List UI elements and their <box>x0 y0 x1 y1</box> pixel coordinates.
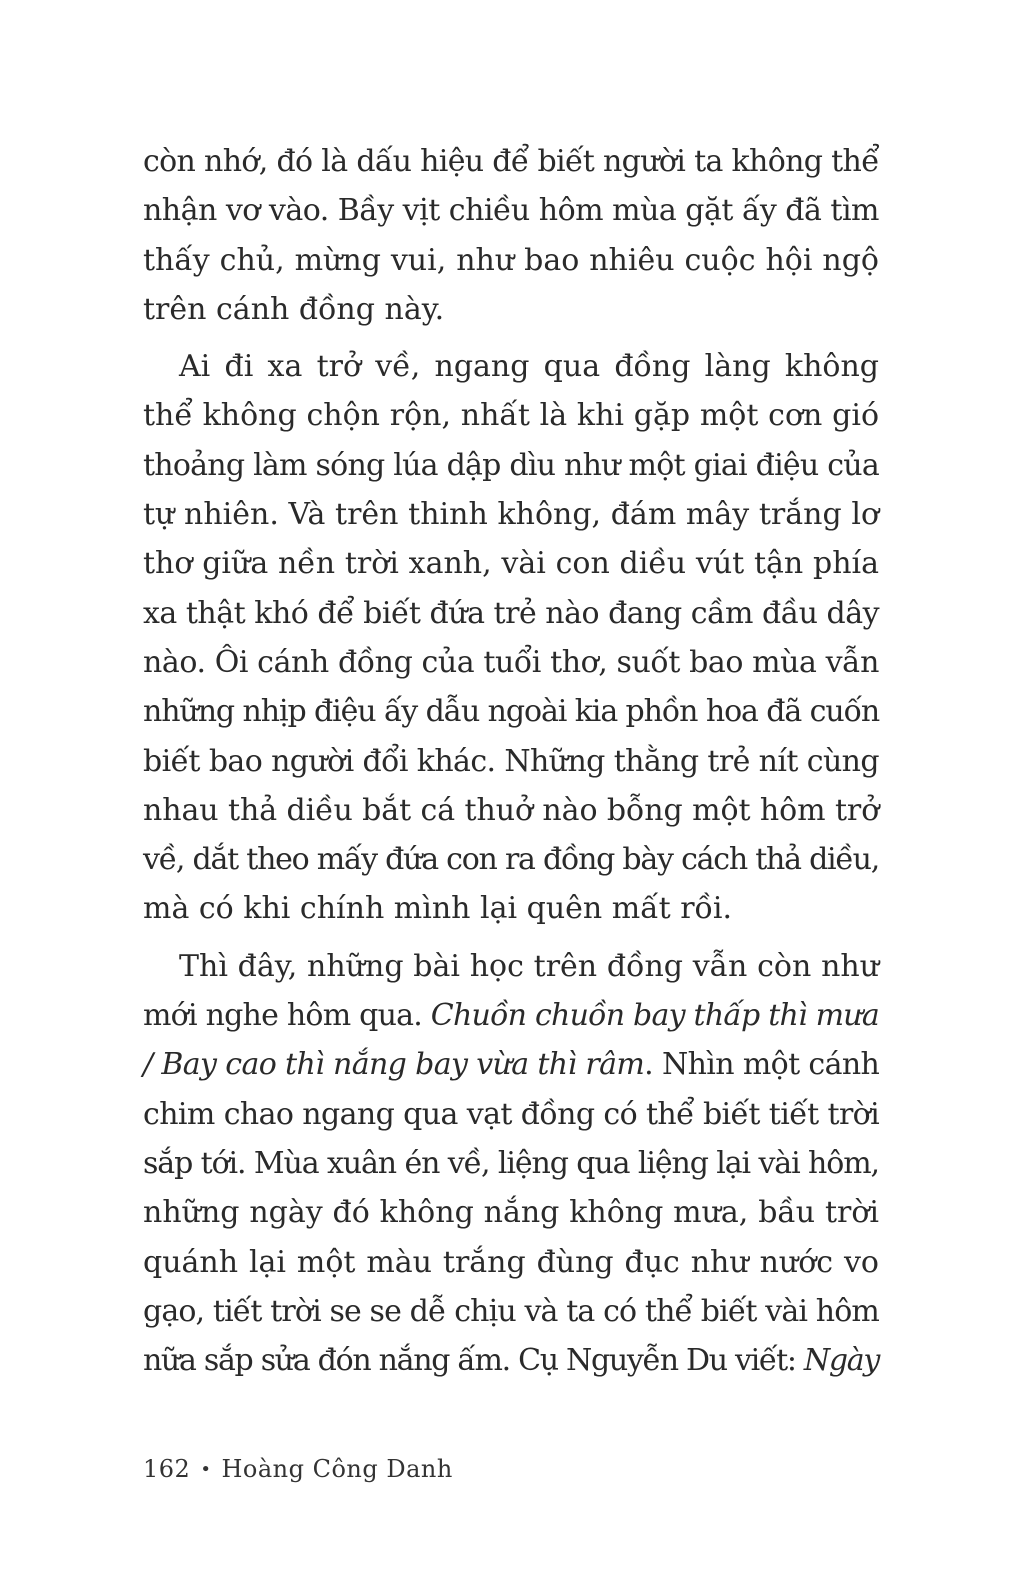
text-line <box>143 687 879 736</box>
text-line <box>143 236 879 285</box>
text-run: quánh lại một màu trắng đùng đục như nước vo <box>143 1244 879 1280</box>
text-line <box>143 1090 879 1139</box>
text-line <box>143 737 879 786</box>
text-run: Ai đi xa trở về, ngang qua đồng làng không <box>179 349 880 385</box>
text-line <box>143 1040 879 1089</box>
text-line <box>143 285 879 334</box>
text-run: . Nhìn một cánh <box>644 1047 880 1083</box>
text-run: mà có khi chính mình lại quên mất rồi. <box>143 891 733 927</box>
text-line <box>143 342 879 391</box>
text-line <box>143 884 879 933</box>
footer-separator: • <box>200 1459 212 1480</box>
text-run: những ngày đó không nắng không mưa, bầu trời <box>143 1195 880 1231</box>
text-line <box>143 638 879 687</box>
text-line <box>143 1336 879 1385</box>
text-run: trên cánh đồng này. <box>143 291 445 327</box>
author-name: Hoàng Công Danh <box>221 1455 453 1483</box>
text-run: sắp tới. Mùa xuân én về, liệng qua liệng lại vài hôm, <box>143 1145 879 1181</box>
text-run: nhau thả diều bắt cá thuở nào bỗng một hôm trở <box>143 792 880 828</box>
text-line <box>143 490 879 539</box>
text-run: mới nghe hôm qua. <box>143 998 431 1034</box>
italic-quote: / Bay cao thì nắng bay vừa thì râm <box>143 1047 645 1083</box>
text-run: còn nhớ, đó là dấu hiệu để biết người ta không thể <box>143 144 879 179</box>
text-run: thơ giữa nền trời xanh, vài con diều vút tận phía <box>143 546 880 582</box>
text-line <box>143 186 879 235</box>
text-line <box>143 1139 879 1188</box>
text-line <box>143 786 879 835</box>
text-run: thấy chủ, mừng vui, như bao nhiêu cuộc hội ngộ <box>143 242 879 278</box>
text-run: biết bao người đổi khác. Những thằng trẻ nít cùng <box>143 743 879 779</box>
italic-quote: Ngày <box>803 1343 879 1379</box>
text-line <box>143 1238 879 1287</box>
text-run: nào. Ôi cánh đồng của tuổi thơ, suốt bao mùa vẫn <box>143 644 879 680</box>
text-line <box>143 441 879 490</box>
text-line <box>143 1188 879 1237</box>
page-number: 162 <box>143 1455 191 1483</box>
text-run: chim chao ngang qua vạt đồng có thể biết tiết trời <box>143 1096 880 1132</box>
text-run: Thì đây, những bài học trên đồng vẫn còn như <box>179 948 880 984</box>
text-line <box>143 835 879 884</box>
text-line <box>143 589 879 638</box>
text-run: thoảng làm sóng lúa dập dìu như một giai điệu của <box>143 447 879 483</box>
text-run: gạo, tiết trời se se dễ chịu và ta có thể biết vài hôm <box>143 1293 879 1329</box>
text-run: những nhịp điệu ấy dẫu ngoài kia phồn hoa đã cuốn <box>143 694 880 730</box>
text-line <box>143 539 879 588</box>
text-line <box>143 991 879 1040</box>
text-run: về, dắt theo mấy đứa con ra đồng bày cách thả diều, <box>143 842 879 878</box>
text-run: nữa sắp sửa đón nắng ấm. Cụ Nguyễn Du viết: <box>143 1343 804 1379</box>
text-run: thể không chộn rộn, nhất là khi gặp một cơn gió <box>143 398 880 434</box>
text-run: xa thật khó để biết đứa trẻ nào đang cầm đầu dây <box>143 595 880 631</box>
text-run: tự nhiên. Và trên thinh không, đám mây trắng lơ <box>143 497 880 533</box>
text-line <box>143 391 879 440</box>
italic-quote: Chuồn chuồn bay thấp thì mưa <box>430 998 879 1034</box>
text-line <box>143 942 879 991</box>
text-line <box>143 137 879 186</box>
text-run: nhận vơ vào. Bầy vịt chiều hôm mùa gặt ấy đã tìm <box>143 193 879 229</box>
body-text <box>143 137 879 1385</box>
page-footer <box>143 1455 453 1483</box>
text-line <box>143 1287 879 1336</box>
